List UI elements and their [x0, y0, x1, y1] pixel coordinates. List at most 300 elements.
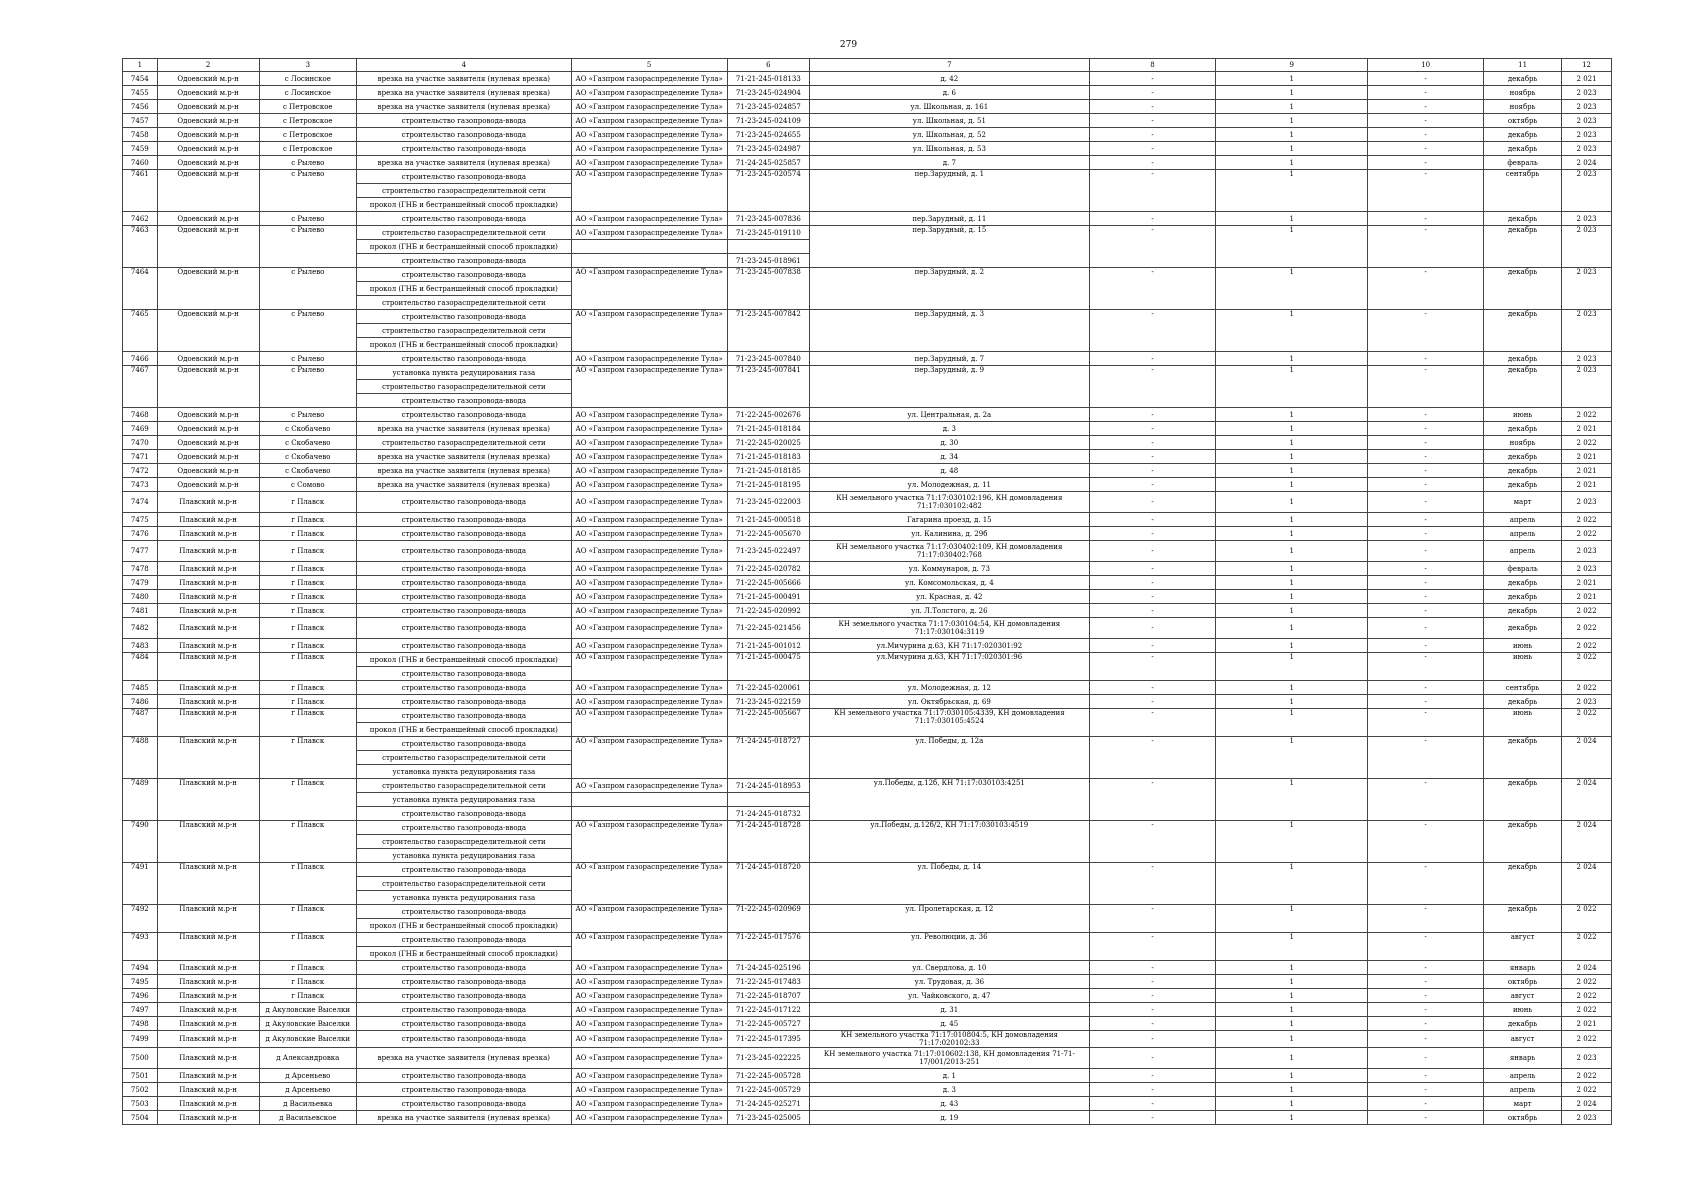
organization: АО «Газпром газораспределение Тула»: [571, 408, 727, 422]
organization: АО «Газпром газораспределение Тула»: [571, 541, 727, 562]
col8-value: -: [1089, 366, 1216, 408]
work-type: строительство газопровода-ввода: [357, 254, 572, 268]
settlement: г Плавск: [259, 681, 357, 695]
settlement: с Скобачево: [259, 464, 357, 478]
address: д. 31: [810, 1003, 1090, 1017]
col10-value: -: [1368, 639, 1484, 653]
settlement: г Плавск: [259, 618, 357, 639]
col10-value: -: [1368, 212, 1484, 226]
work-type: прокол (ГНБ и бестраншейный способ прокладки): [357, 653, 572, 667]
month: ноябрь: [1484, 100, 1562, 114]
month: январь: [1484, 1048, 1562, 1069]
district: Одоевский м.р-н: [157, 478, 259, 492]
work-type: строительство газопровода-ввода: [357, 513, 572, 527]
work-type: строительство газопровода-ввода: [357, 1097, 572, 1111]
year: 2 023: [1562, 695, 1612, 709]
district: Одоевский м.р-н: [157, 170, 259, 212]
address: ул. Октябрьская, д. 69: [810, 695, 1090, 709]
work-type: строительство газопровода-ввода: [357, 394, 572, 408]
row-number: 7454: [123, 72, 158, 86]
settlement: с Петровское: [259, 114, 357, 128]
application-code: 71-24-245-018953: [727, 779, 809, 793]
settlement: д Александровка: [259, 1048, 357, 1069]
col10-value: -: [1368, 513, 1484, 527]
application-code: 71-22-245-017395: [727, 1031, 809, 1048]
work-type: строительство газопровода-ввода: [357, 681, 572, 695]
year: 2 023: [1562, 170, 1612, 212]
application-code: 71-22-245-017576: [727, 933, 809, 961]
settlement: с Рылево: [259, 212, 357, 226]
work-type: строительство газопровода-ввода: [357, 114, 572, 128]
work-type: строительство газораспределительной сети: [357, 324, 572, 338]
year: 2 021: [1562, 576, 1612, 590]
district: Плавский м.р-н: [157, 961, 259, 975]
col10-value: -: [1368, 492, 1484, 513]
year: 2 024: [1562, 961, 1612, 975]
work-type: строительство газопровода-ввода: [357, 170, 572, 184]
table-row: [123, 821, 1612, 835]
col10-value: -: [1368, 576, 1484, 590]
address: ул. Трудовая, д. 36: [810, 975, 1090, 989]
table-row: [123, 905, 1612, 919]
col8-value: -: [1089, 310, 1216, 352]
district: Плавский м.р-н: [157, 933, 259, 961]
organization: АО «Газпром газораспределение Тула»: [571, 1069, 727, 1083]
application-code: [727, 240, 809, 254]
settlement: г Плавск: [259, 541, 357, 562]
application-code: 71-24-245-018728: [727, 821, 809, 863]
quantity: 1: [1216, 268, 1368, 310]
organization: АО «Газпром газораспределение Тула»: [571, 100, 727, 114]
work-type: строительство газораспределительной сети: [357, 380, 572, 394]
col8-value: -: [1089, 933, 1216, 961]
work-type: установка пункта редуцирования газа: [357, 793, 572, 807]
quantity: 1: [1216, 226, 1368, 268]
month: октябрь: [1484, 1111, 1562, 1125]
table-row: [123, 681, 1612, 695]
application-code: 71-22-245-020782: [727, 562, 809, 576]
col10-value: -: [1368, 933, 1484, 961]
col10-value: -: [1368, 366, 1484, 408]
row-number: 7491: [123, 863, 158, 905]
address: ул. Школьная, д. 51: [810, 114, 1090, 128]
application-code: 71-23-245-018961: [727, 254, 809, 268]
row-number: 7484: [123, 653, 158, 681]
organization: АО «Газпром газораспределение Тула»: [571, 681, 727, 695]
district: Плавский м.р-н: [157, 541, 259, 562]
settlement: с Рылево: [259, 156, 357, 170]
col10-value: -: [1368, 1069, 1484, 1083]
application-code: 71-22-245-020992: [727, 604, 809, 618]
year: 2 023: [1562, 1111, 1612, 1125]
address: ул. Комсомольская, д. 4: [810, 576, 1090, 590]
work-type: врезка на участке заявителя (нулевая врезка): [357, 1048, 572, 1069]
month: октябрь: [1484, 975, 1562, 989]
organization: АО «Газпром газораспределение Тула»: [571, 142, 727, 156]
month: ноябрь: [1484, 86, 1562, 100]
address: пер.Зарудный, д. 11: [810, 212, 1090, 226]
year: 2 022: [1562, 989, 1612, 1003]
settlement: г Плавск: [259, 492, 357, 513]
year: 2 022: [1562, 653, 1612, 681]
organization: АО «Газпром газораспределение Тула»: [571, 513, 727, 527]
col10-value: -: [1368, 1003, 1484, 1017]
row-number: 7499: [123, 1031, 158, 1048]
month: декабрь: [1484, 352, 1562, 366]
month: декабрь: [1484, 863, 1562, 905]
year: 2 022: [1562, 1031, 1612, 1048]
settlement: с Лосинское: [259, 72, 357, 86]
col10-value: -: [1368, 478, 1484, 492]
organization: АО «Газпром газораспределение Тула»: [571, 422, 727, 436]
col8-value: -: [1089, 779, 1216, 821]
table-row: [123, 1111, 1612, 1125]
work-type: строительство газопровода-ввода: [357, 1069, 572, 1083]
table-row: [123, 1097, 1612, 1111]
table-row: [123, 1031, 1612, 1048]
table-row: [123, 639, 1612, 653]
address: ул. Центральная, д. 2а: [810, 408, 1090, 422]
row-number: 7493: [123, 933, 158, 961]
year: 2 021: [1562, 464, 1612, 478]
application-code: 71-22-245-018707: [727, 989, 809, 1003]
column-number-12: 12: [1562, 59, 1612, 72]
district: Плавский м.р-н: [157, 975, 259, 989]
month: декабрь: [1484, 604, 1562, 618]
row-number: 7500: [123, 1048, 158, 1069]
col10-value: -: [1368, 436, 1484, 450]
district: Плавский м.р-н: [157, 1003, 259, 1017]
col10-value: -: [1368, 1083, 1484, 1097]
organization: АО «Газпром газораспределение Тула»: [571, 492, 727, 513]
col10-value: -: [1368, 1111, 1484, 1125]
row-number: 7482: [123, 618, 158, 639]
address: ул. Победы, д. 14: [810, 863, 1090, 905]
organization: АО «Газпром газораспределение Тула»: [571, 450, 727, 464]
work-type: строительство газопровода-ввода: [357, 1017, 572, 1031]
organization: АО «Газпром газораспределение Тула»: [571, 576, 727, 590]
month: декабрь: [1484, 310, 1562, 352]
organization: АО «Газпром газораспределение Тула»: [571, 72, 727, 86]
application-code: 71-21-245-018195: [727, 478, 809, 492]
work-type: врезка на участке заявителя (нулевая врезка): [357, 156, 572, 170]
year: 2 021: [1562, 478, 1612, 492]
organization: АО «Газпром газораспределение Тула»: [571, 709, 727, 737]
col8-value: -: [1089, 737, 1216, 779]
gasification-table: [122, 58, 1612, 1125]
col8-value: -: [1089, 590, 1216, 604]
quantity: 1: [1216, 737, 1368, 779]
row-number: 7468: [123, 408, 158, 422]
work-type: строительство газопровода-ввода: [357, 1003, 572, 1017]
organization: АО «Газпром газораспределение Тула»: [571, 653, 727, 681]
table-row: [123, 989, 1612, 1003]
work-type: врезка на участке заявителя (нулевая врезка): [357, 422, 572, 436]
row-number: 7501: [123, 1069, 158, 1083]
year: 2 023: [1562, 226, 1612, 268]
year: 2 023: [1562, 310, 1612, 352]
month: декабрь: [1484, 821, 1562, 863]
address: ул. Победы, д. 12а: [810, 737, 1090, 779]
district: Одоевский м.р-н: [157, 226, 259, 268]
month: декабрь: [1484, 366, 1562, 408]
table-row: [123, 961, 1612, 975]
district: Плавский м.р-н: [157, 1031, 259, 1048]
work-type: строительство газопровода-ввода: [357, 268, 572, 282]
district: Одоевский м.р-н: [157, 436, 259, 450]
row-number: 7502: [123, 1083, 158, 1097]
address: ул. Свердлова, д. 10: [810, 961, 1090, 975]
organization: АО «Газпром газораспределение Тула»: [571, 779, 727, 793]
district: Плавский м.р-н: [157, 653, 259, 681]
organization: АО «Газпром газораспределение Тула»: [571, 1097, 727, 1111]
table-row: [123, 1069, 1612, 1083]
work-type: прокол (ГНБ и бестраншейный способ прокладки): [357, 240, 572, 254]
address: пер.Зарудный, д. 15: [810, 226, 1090, 268]
work-type: врезка на участке заявителя (нулевая врезка): [357, 72, 572, 86]
application-code: 71-22-245-020969: [727, 905, 809, 933]
column-number-10: 10: [1368, 59, 1484, 72]
work-type: строительство газопровода-ввода: [357, 604, 572, 618]
col10-value: -: [1368, 541, 1484, 562]
col10-value: -: [1368, 408, 1484, 422]
row-number: 7471: [123, 450, 158, 464]
col8-value: -: [1089, 618, 1216, 639]
col10-value: -: [1368, 128, 1484, 142]
quantity: 1: [1216, 1017, 1368, 1031]
work-type: строительство газопровода-ввода: [357, 408, 572, 422]
district: Плавский м.р-н: [157, 1048, 259, 1069]
district: Плавский м.р-н: [157, 618, 259, 639]
row-number: 7456: [123, 100, 158, 114]
organization: АО «Газпром газораспределение Тула»: [571, 464, 727, 478]
organization: АО «Газпром газораспределение Тула»: [571, 352, 727, 366]
address: КН земельного участка 71:17:030402:109, КН домовладения 71:17:030402:768: [810, 541, 1090, 562]
address: пер.Зарудный, д. 9: [810, 366, 1090, 408]
address: д. 48: [810, 464, 1090, 478]
year: 2 023: [1562, 366, 1612, 408]
month: октябрь: [1484, 114, 1562, 128]
page-number: 279: [839, 40, 858, 50]
organization: АО «Газпром газораспределение Тула»: [571, 863, 727, 905]
year: 2 021: [1562, 450, 1612, 464]
application-code: 71-22-245-020025: [727, 436, 809, 450]
work-type: строительство газопровода-ввода: [357, 352, 572, 366]
col10-value: -: [1368, 961, 1484, 975]
address: ул.Победы, д.12б/2, КН 71:17:030103:4519: [810, 821, 1090, 863]
address: ул.Победы, д.12б, КН 71:17:030103:4251: [810, 779, 1090, 821]
month: август: [1484, 1031, 1562, 1048]
application-code: 71-24-245-018720: [727, 863, 809, 905]
organization: АО «Газпром газораспределение Тула»: [571, 989, 727, 1003]
table-row: [123, 366, 1612, 380]
district: Плавский м.р-н: [157, 527, 259, 541]
month: декабрь: [1484, 72, 1562, 86]
month: июнь: [1484, 408, 1562, 422]
district: Плавский м.р-н: [157, 1083, 259, 1097]
year: 2 023: [1562, 492, 1612, 513]
row-number: 7466: [123, 352, 158, 366]
quantity: 1: [1216, 863, 1368, 905]
application-code: [727, 793, 809, 807]
quantity: 1: [1216, 1083, 1368, 1097]
district: Плавский м.р-н: [157, 492, 259, 513]
quantity: 1: [1216, 695, 1368, 709]
month: февраль: [1484, 156, 1562, 170]
address: ул. Красная, д. 42: [810, 590, 1090, 604]
work-type: строительство газопровода-ввода: [357, 821, 572, 835]
col10-value: -: [1368, 989, 1484, 1003]
year: 2 022: [1562, 436, 1612, 450]
work-type: врезка на участке заявителя (нулевая врезка): [357, 86, 572, 100]
settlement: г Плавск: [259, 562, 357, 576]
col8-value: -: [1089, 72, 1216, 86]
work-type: установка пункта редуцирования газа: [357, 891, 572, 905]
settlement: г Плавск: [259, 975, 357, 989]
row-number: 7475: [123, 513, 158, 527]
column-number-1: 1: [123, 59, 158, 72]
district: Плавский м.р-н: [157, 1111, 259, 1125]
application-code: 71-23-245-022159: [727, 695, 809, 709]
table-row: [123, 128, 1612, 142]
year: 2 023: [1562, 100, 1612, 114]
settlement: г Плавск: [259, 709, 357, 737]
settlement: г Плавск: [259, 905, 357, 933]
year: 2 024: [1562, 821, 1612, 863]
quantity: 1: [1216, 590, 1368, 604]
work-type: строительство газопровода-ввода: [357, 590, 572, 604]
quantity: 1: [1216, 1069, 1368, 1083]
settlement: с Рылево: [259, 352, 357, 366]
application-code: 71-21-245-018185: [727, 464, 809, 478]
settlement: д Васильевское: [259, 1111, 357, 1125]
col10-value: -: [1368, 100, 1484, 114]
organization: АО «Газпром газораспределение Тула»: [571, 478, 727, 492]
month: декабрь: [1484, 779, 1562, 821]
work-type: строительство газопровода-ввода: [357, 142, 572, 156]
work-type: прокол (ГНБ и бестраншейный способ прокладки): [357, 282, 572, 296]
year: 2 022: [1562, 408, 1612, 422]
col10-value: -: [1368, 681, 1484, 695]
table-row: [123, 408, 1612, 422]
table-row: [123, 170, 1612, 184]
work-type: строительство газопровода-ввода: [357, 905, 572, 919]
col8-value: -: [1089, 541, 1216, 562]
application-code: 71-23-245-022225: [727, 1048, 809, 1069]
col8-value: -: [1089, 513, 1216, 527]
settlement: с Рылево: [259, 366, 357, 408]
settlement: с Скобачево: [259, 422, 357, 436]
table-row: [123, 527, 1612, 541]
application-code: 71-21-245-001012: [727, 639, 809, 653]
table-row: [123, 212, 1612, 226]
work-type: врезка на участке заявителя (нулевая врезка): [357, 450, 572, 464]
row-number: 7489: [123, 779, 158, 821]
year: 2 022: [1562, 709, 1612, 737]
quantity: 1: [1216, 366, 1368, 408]
quantity: 1: [1216, 464, 1368, 478]
quantity: 1: [1216, 639, 1368, 653]
month: декабрь: [1484, 576, 1562, 590]
year: 2 022: [1562, 1069, 1612, 1083]
year: 2 023: [1562, 268, 1612, 310]
application-code: 71-22-245-005667: [727, 709, 809, 737]
quantity: 1: [1216, 170, 1368, 212]
table-row: [123, 779, 1612, 793]
address: д. 3: [810, 1083, 1090, 1097]
row-number: 7488: [123, 737, 158, 779]
col8-value: -: [1089, 1031, 1216, 1048]
organization: АО «Газпром газораспределение Тула»: [571, 604, 727, 618]
col8-value: -: [1089, 156, 1216, 170]
col8-value: -: [1089, 653, 1216, 681]
table-row: [123, 513, 1612, 527]
year: 2 022: [1562, 681, 1612, 695]
col10-value: -: [1368, 1031, 1484, 1048]
year: 2 022: [1562, 513, 1612, 527]
organization: АО «Газпром газораспределение Тула»: [571, 1083, 727, 1097]
work-type: строительство газораспределительной сети: [357, 835, 572, 849]
col8-value: -: [1089, 408, 1216, 422]
quantity: 1: [1216, 422, 1368, 436]
work-type: строительство газопровода-ввода: [357, 310, 572, 324]
settlement: д Арсеньево: [259, 1069, 357, 1083]
row-number: 7498: [123, 1017, 158, 1031]
row-number: 7496: [123, 989, 158, 1003]
table-row: [123, 562, 1612, 576]
col10-value: -: [1368, 464, 1484, 478]
settlement: г Плавск: [259, 989, 357, 1003]
col10-value: -: [1368, 86, 1484, 100]
quantity: 1: [1216, 86, 1368, 100]
address: ул. Молодежная, д. 11: [810, 478, 1090, 492]
table-row: [123, 142, 1612, 156]
col10-value: -: [1368, 72, 1484, 86]
settlement: г Плавск: [259, 821, 357, 863]
quantity: 1: [1216, 408, 1368, 422]
address: д. 30: [810, 436, 1090, 450]
district: Одоевский м.р-н: [157, 450, 259, 464]
quantity: 1: [1216, 541, 1368, 562]
col8-value: -: [1089, 1017, 1216, 1031]
address: д. 1: [810, 1069, 1090, 1083]
month: март: [1484, 1097, 1562, 1111]
application-code: 71-22-245-005670: [727, 527, 809, 541]
organization: АО «Газпром газораспределение Тула»: [571, 1031, 727, 1048]
table-row: [123, 695, 1612, 709]
quantity: 1: [1216, 436, 1368, 450]
year: 2 023: [1562, 142, 1612, 156]
row-number: 7485: [123, 681, 158, 695]
row-number: 7459: [123, 142, 158, 156]
col10-value: -: [1368, 156, 1484, 170]
month: июнь: [1484, 639, 1562, 653]
year: 2 021: [1562, 72, 1612, 86]
year: 2 023: [1562, 128, 1612, 142]
work-type: строительство газопровода-ввода: [357, 492, 572, 513]
quantity: 1: [1216, 779, 1368, 821]
organization: АО «Газпром газораспределение Тула»: [571, 527, 727, 541]
organization: АО «Газпром газораспределение Тула»: [571, 695, 727, 709]
month: апрель: [1484, 1083, 1562, 1097]
row-number: 7497: [123, 1003, 158, 1017]
column-number-9: 9: [1216, 59, 1368, 72]
address: ул. Школьная, д. 161: [810, 100, 1090, 114]
district: Одоевский м.р-н: [157, 408, 259, 422]
district: Плавский м.р-н: [157, 562, 259, 576]
address: КН земельного участка 71:17:030104:54, КН домовладения 71:17:030104:3119: [810, 618, 1090, 639]
district: Плавский м.р-н: [157, 590, 259, 604]
